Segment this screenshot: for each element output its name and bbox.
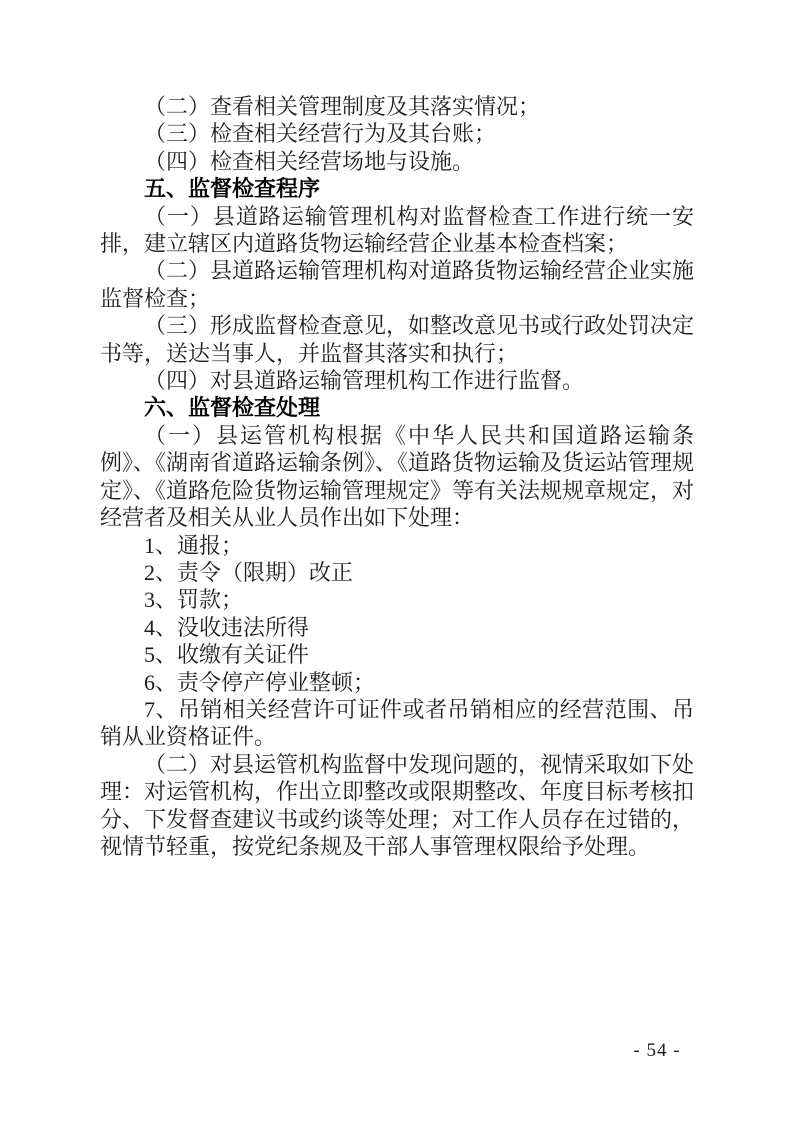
paragraph: （二）县道路运输管理机构对道路货物运输经营企业实施监督检查；: [100, 258, 695, 311]
paragraph: （二）对县运管机构监督中发现问题的，视情采取如下处理：对运管机构，作出立即整改或限期整改、年度目标考核扣分、下发督查建议书或约谈等处理；对工作人员存在过错的，视情节轻重，按党纪条规及干部人事管理权限给予处理。: [100, 751, 695, 859]
page-number: - 54 -: [633, 1040, 681, 1061]
section-heading: 六、监督检查处理: [144, 395, 321, 421]
document-body: [100, 93, 694, 860]
paragraph: （二）查看相关管理制度及其落实情况；: [144, 94, 541, 119]
paragraph: 3、罚款；: [144, 587, 244, 613]
paragraph: （三）检查相关经营行为及其台账；: [144, 121, 497, 147]
paragraph: （一）县运管机构根据《中华人民共和国道路运输条例》、《湖南省道路运输条例》、《道路货物运输及货运站管理规定》、《道路危险货物运输管理规定》等有关法规规章规定，对经营者及相关从业人员作出如下处理：: [100, 422, 695, 531]
paragraph: 7、吊销相关经营许可证件或者吊销相应的经营范围、吊销从业资格证件。: [100, 696, 694, 750]
paragraph: 1、通报；: [144, 532, 244, 558]
paragraph: （三）形成监督检查意见，如整改意见书或行政处罚决定书等，送达当事人，并监督其落实和执行；: [100, 313, 695, 366]
paragraph: 6、责令停产停业整顿；: [144, 669, 376, 695]
paragraph: 4、没收违法所得: [144, 614, 310, 640]
paragraph: （四）检查相关经营场地与设施。: [144, 148, 475, 174]
paragraph: 5、收缴有关证件: [144, 642, 310, 668]
paragraph: 2、责令（限期）改正: [144, 559, 354, 585]
paragraph: （一）县道路运输管理机构对监督检查工作进行统一安排，建立辖区内道路货物运输经营企业基本检查档案；: [100, 203, 694, 257]
paragraph: （四）对县道路运输管理机构工作进行监督。: [144, 368, 585, 394]
section-heading: 五、监督检查程序: [144, 176, 321, 202]
